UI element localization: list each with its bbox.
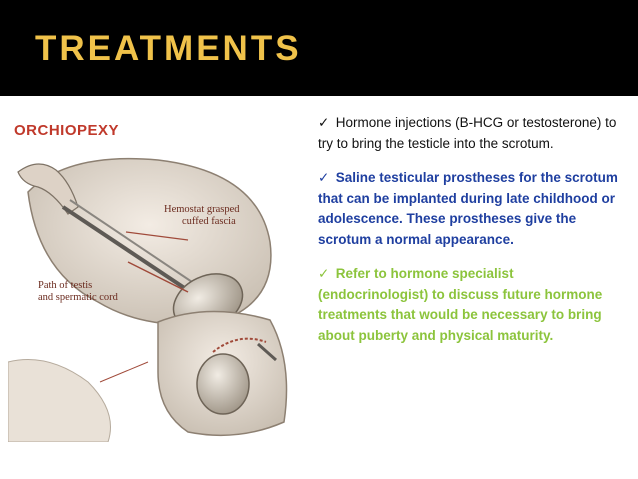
bullet-hormone-injections: ✓ Hormone injections (B-HCG or testosterone) to try to bring the testicle into the scrotum. [318,115,617,151]
checkmark-icon: ✓ [318,266,330,281]
checkmark-icon: ✓ [318,115,330,130]
hemostat-label: Hemostat grasped cuffed fascia [164,204,240,227]
orchiopexy-illustration [8,152,296,442]
bullet-saline-prostheses: ✓ Saline testicular prostheses for the scrotum that can be implanted during late childhood or adolescence. These prostheses give the scrotum a normal appearance. [318,170,618,247]
slide-title: TREATMENTS [35,29,302,68]
procedure-label: ORCHIOPEXY [14,122,120,139]
path-label: Path of testis and spermatic cord [38,280,118,303]
title-bar [0,0,638,96]
treatment-list [318,113,618,360]
checkmark-icon: ✓ [318,170,330,185]
bullet-hormone-specialist: ✓ Refer to hormone specialist (endocrinologist) to discuss future hormone treatments that would be necessary to bring about puberty and physical maturity. [318,266,603,343]
